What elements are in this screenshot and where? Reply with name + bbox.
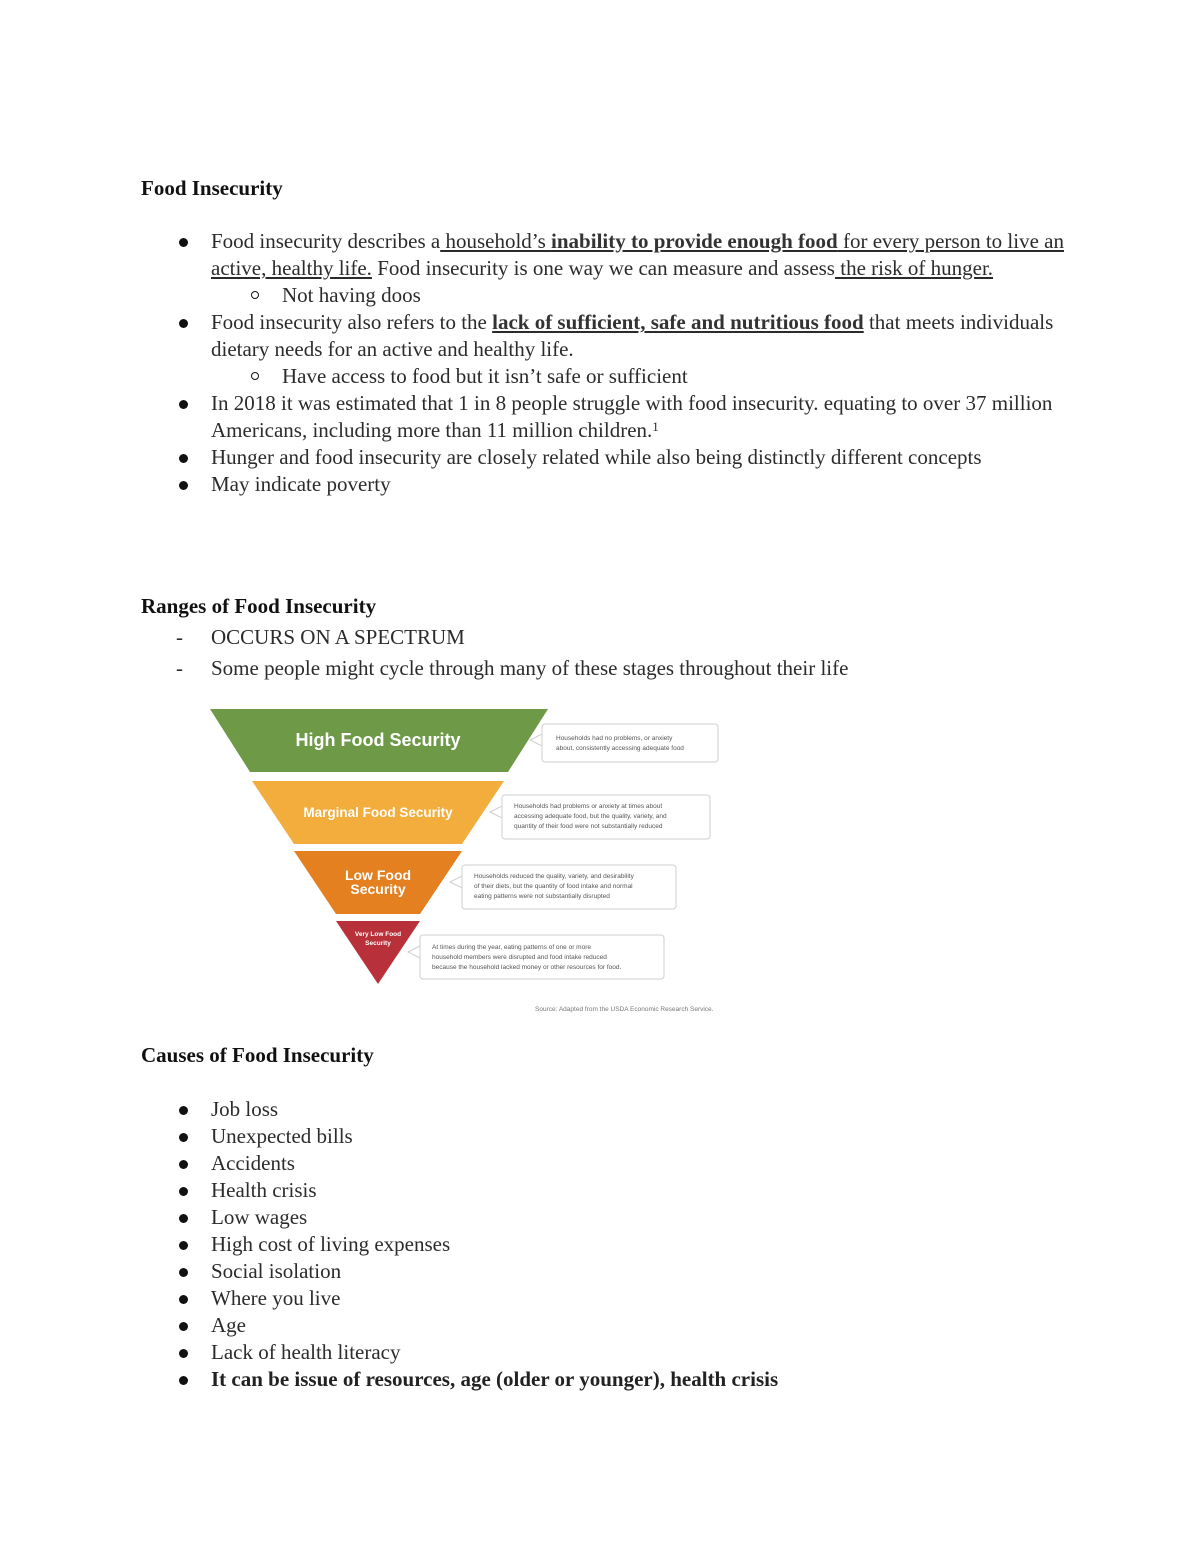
section-heading-ranges: Ranges of Food Insecurity [141, 594, 377, 618]
level-high-food-security-pointer [530, 734, 542, 746]
section-heading-food-insecurity: Food Insecurity [141, 176, 283, 200]
level-low-food-security-desc-1: Households reduced the quality, variety, and desirability [474, 873, 634, 880]
level-high-food-security-desc-1: Households had no problems, or anxiety [556, 735, 673, 742]
dash-item: - Some people might cycle through many of these stages throughout their life [141, 653, 848, 684]
sub-list-item: Have access to food but it isn’t safe or sufficient [141, 363, 1071, 390]
level-very-low-food-security-label-1: Very Low Food [354, 931, 402, 938]
cause-item: Age [141, 1312, 1071, 1339]
cause-item: High cost of living expenses [141, 1231, 1071, 1258]
causes-list [141, 1096, 1071, 1393]
level-very-low-food-security-desc-3: because the household lacked money or other resources for food. [432, 964, 622, 971]
food-insecurity-list [141, 228, 1071, 498]
level-marginal-food-security-desc-2: accessing adequate food, but the quality, variety, and [514, 813, 667, 820]
list-item: May indicate poverty [141, 471, 1071, 498]
level-low-food-security-desc-2: of their diets, but the quantity of food intake and normal [474, 883, 633, 890]
list-item: Food insecurity also refers to the lack of sufficient, safe and nutritious food that meets individuals dietary needs for an active and healthy life. [141, 309, 1071, 363]
level-marginal-food-security-pointer [490, 806, 502, 818]
level-low-food-security-label-1: Low Food [344, 867, 412, 883]
food-security-pyramid-figure [200, 700, 760, 1020]
level-low-food-security-label-2: Security [350, 881, 406, 897]
level-low-food-security-pointer [450, 876, 462, 888]
level-very-low-food-security-label-2: Security [365, 940, 391, 947]
figure-source-note: Source: Adapted from the USDA Economic Research Service. [535, 1006, 714, 1013]
cause-item: Social isolation [141, 1258, 1071, 1285]
level-marginal-food-security-desc-3: quantity of their food were not substantially reduced [514, 823, 663, 830]
list-item: Hunger and food insecurity are closely related while also being distinctly different concepts [141, 444, 1071, 471]
level-low-food-security-desc-3: eating patterns were not substantially disrupted [474, 893, 610, 900]
cause-summary-item: It can be issue of resources, age (older or younger), health crisis [141, 1366, 1071, 1393]
cause-item: Job loss [141, 1096, 1071, 1123]
dash-item: - OCCURS ON A SPECTRUM [141, 622, 848, 653]
cause-item: Where you live [141, 1285, 1071, 1312]
sub-list-item: Not having doos [141, 282, 1071, 309]
level-very-low-food-security-desc-2: household members were disrupted and food intake reduced [432, 954, 607, 961]
cause-item: Low wages [141, 1204, 1071, 1231]
level-high-food-security-desc-2: about, consistently accessing adequate food [556, 745, 684, 752]
cause-item: Lack of health literacy [141, 1339, 1071, 1366]
cause-item: Unexpected bills [141, 1123, 1071, 1150]
list-item: In 2018 it was estimated that 1 in 8 people struggle with food insecurity. equating to over 37 million Americans, including more than 11 million children.$^1$ [141, 390, 1071, 444]
level-marginal-food-security-desc-1: Households had problems or anxiety at times about [514, 803, 663, 810]
level-very-low-food-security-pointer [408, 946, 420, 958]
section-heading-causes: Causes of Food Insecurity [141, 1043, 374, 1067]
level-very-low-food-security-desc-1: At times during the year, eating patterns of one or more [432, 944, 591, 951]
level-high-food-security-label: High Food Security [295, 730, 461, 750]
level-high-food-security-callout [542, 724, 718, 762]
list-item: Food insecurity describes a household’s inability to provide enough food for every person to live an active, healthy life. Food insecurity is one way we can measure and assess the risk of hunger. [141, 228, 1071, 282]
cause-item: Health crisis [141, 1177, 1071, 1204]
level-marginal-food-security-label: Marginal Food Security [303, 805, 453, 820]
ranges-list [141, 622, 848, 684]
footnote-marker: 1 [652, 419, 659, 434]
cause-item: Accidents [141, 1150, 1071, 1177]
